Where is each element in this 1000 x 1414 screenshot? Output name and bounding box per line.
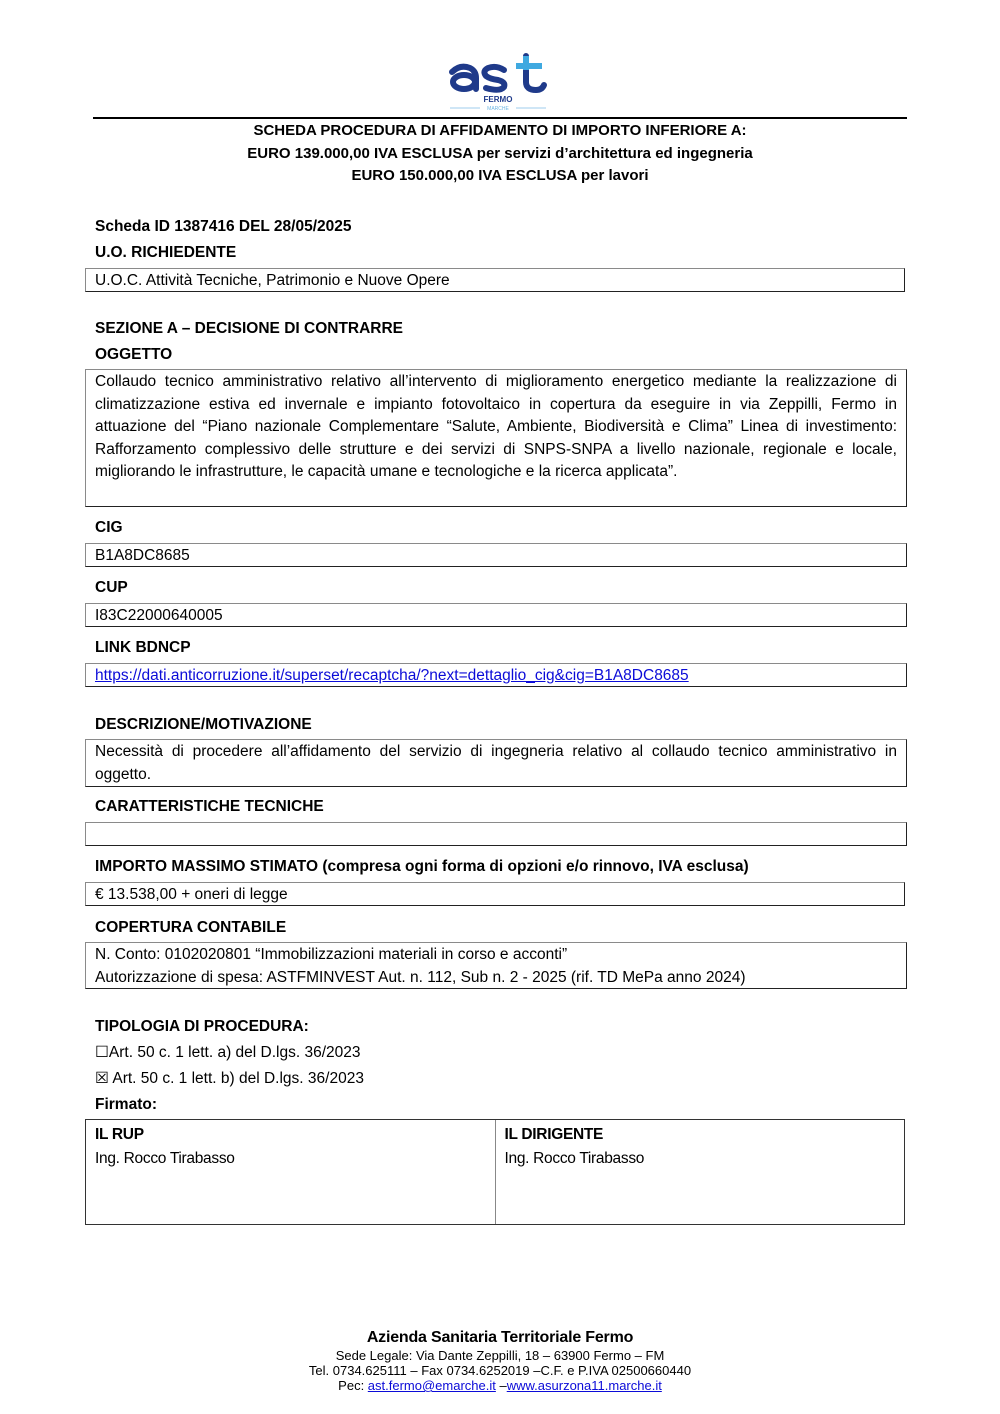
svg-text:MARCHE: MARCHE [487, 106, 509, 112]
signature-table [85, 1119, 905, 1225]
document-title [150, 120, 850, 188]
ast-fermo-logo [446, 50, 550, 112]
logo-mark-icon [446, 50, 550, 112]
descrizione-field [85, 739, 907, 787]
checkbox-unchecked-icon[interactable]: ☐ [95, 1044, 109, 1061]
cig-value: B1A8DC8685 [95, 547, 190, 564]
checkbox-checked-icon[interactable]: ☒ [95, 1070, 109, 1087]
svg-text:FERMO: FERMO [483, 95, 513, 104]
cig-field [85, 543, 907, 567]
footer-separator: – [495, 1378, 507, 1393]
scheda-id: Scheda ID 1387416 DEL 28/05/2025 [95, 218, 352, 235]
copertura-field [85, 942, 907, 989]
tipologia-option-b[interactable] [95, 1068, 364, 1090]
importo-label: IMPORTO MASSIMO STIMATO (compresa ogni forma di opzioni e/o rinnovo, IVA esclusa) [95, 858, 749, 875]
descrizione-value: Necessità di procedere all’affidamento del servizio di ingegneria relativo al collaudo tecnico amministrativo in oggetto. [95, 743, 897, 783]
footer-org-name: Azienda Sanitaria Territoriale Fermo [366, 1329, 634, 1346]
title-line-2: EURO 139.000,00 IVA ESCLUSA per servizi d’architettura ed ingegneria [247, 144, 753, 162]
header-rule [93, 117, 907, 119]
sezione-a-heading: SEZIONE A – DECISIONE DI CONTRARRE [95, 320, 404, 337]
firmato-label: Firmato: [95, 1096, 157, 1113]
importo-field [85, 882, 905, 906]
cup-value: I83C22000640005 [95, 607, 223, 624]
uo-richiedente-field [85, 268, 905, 292]
footer-pec-link[interactable]: ast.fermo@emarche.it [367, 1378, 496, 1393]
footer-pec-prefix: Pec: [338, 1378, 368, 1393]
tipologia-option-a-label: Art. 50 c. 1 lett. a) del D.lgs. 36/2023 [108, 1044, 361, 1061]
cig-label: CIG [95, 519, 123, 536]
uo-richiedente-value: U.O.C. Attività Tecniche, Patrimonio e Nuove Opere [95, 272, 450, 289]
oggetto-label: OGGETTO [95, 346, 173, 363]
uo-richiedente-label: U.O. RICHIEDENTE [95, 244, 237, 261]
tipologia-option-b-label: Art. 50 c. 1 lett. b) del D.lgs. 36/2023 [108, 1070, 364, 1087]
title-line-1: SCHEDA PROCEDURA DI AFFIDAMENTO DI IMPORTO INFERIORE A: [253, 122, 747, 139]
oggetto-value: Collaudo tecnico amministrativo relativo all’intervento di miglioramento energetico mediante la realizzazione di climatizzazione estiva ed invernale e impianto fotovoltaico in copertura da eseguire in via Zeppilli, Fermo in attuazione del “Piano nazionale Complementare “Salute, Ambiente, Biodiversità e Clima” Linea di investimento: Rafforzamento complessivo delle strutture e dei servizi di SNPS-SNPA a livello nazionale, regionale e locale, migliorando le infrastrutture, le capacità umane e tecnologiche e la ricerca applicata”. [95, 373, 897, 480]
signature-cell-dirigente [495, 1120, 905, 1224]
oggetto-field [85, 369, 907, 507]
cup-field [85, 603, 907, 627]
signatory-name: Ing. Rocco Tirabasso [504, 1150, 645, 1167]
link-bdncp-url[interactable]: https://dati.anticorruzione.it/superset/recaptcha/?next=dettaglio_cig&cig=B1A8DC8685 [95, 667, 689, 684]
footer-website-link[interactable]: www.asurzona11.marche.it [506, 1378, 662, 1393]
footer-sede: Sede Legale: Via Dante Zeppilli, 18 – 63900 Fermo – FM [335, 1348, 665, 1363]
page-footer [250, 1328, 750, 1393]
caratteristiche-label: CARATTERISTICHE TECNICHE [95, 798, 324, 815]
caratteristiche-field [85, 822, 907, 846]
cup-label: CUP [95, 579, 128, 596]
tipologia-label: TIPOLOGIA DI PROCEDURA: [95, 1018, 309, 1035]
title-line-3: EURO 150.000,00 IVA ESCLUSA per lavori [351, 167, 649, 184]
copertura-autorizzazione: Autorizzazione di spesa: ASTFMINVEST Aut. n. 112, Sub n. 2 - 2025 (rif. TD MePa anno 2024) [95, 968, 746, 986]
signature-cell-rup [86, 1120, 495, 1224]
descrizione-label: DESCRIZIONE/MOTIVAZIONE [95, 716, 312, 733]
copertura-label: COPERTURA CONTABILE [95, 919, 287, 936]
link-bdncp-label: LINK BDNCP [95, 639, 191, 656]
footer-contacts: Tel. 0734.625111 – Fax 0734.6252019 –C.F. e P.IVA 02500660440 [308, 1363, 692, 1378]
signatory-role: IL DIRIGENTE [504, 1126, 604, 1143]
copertura-conto: N. Conto: 0102020801 “Immobilizzazioni materiali in corso e acconti” [95, 946, 568, 963]
footer-pec-line [250, 1378, 750, 1393]
importo-value: € 13.538,00 + oneri di legge [95, 886, 288, 903]
signatory-role: IL RUP [95, 1126, 144, 1143]
link-bdncp-field [85, 663, 907, 687]
signatory-name: Ing. Rocco Tirabasso [95, 1150, 235, 1167]
tipologia-option-a[interactable] [95, 1042, 361, 1064]
